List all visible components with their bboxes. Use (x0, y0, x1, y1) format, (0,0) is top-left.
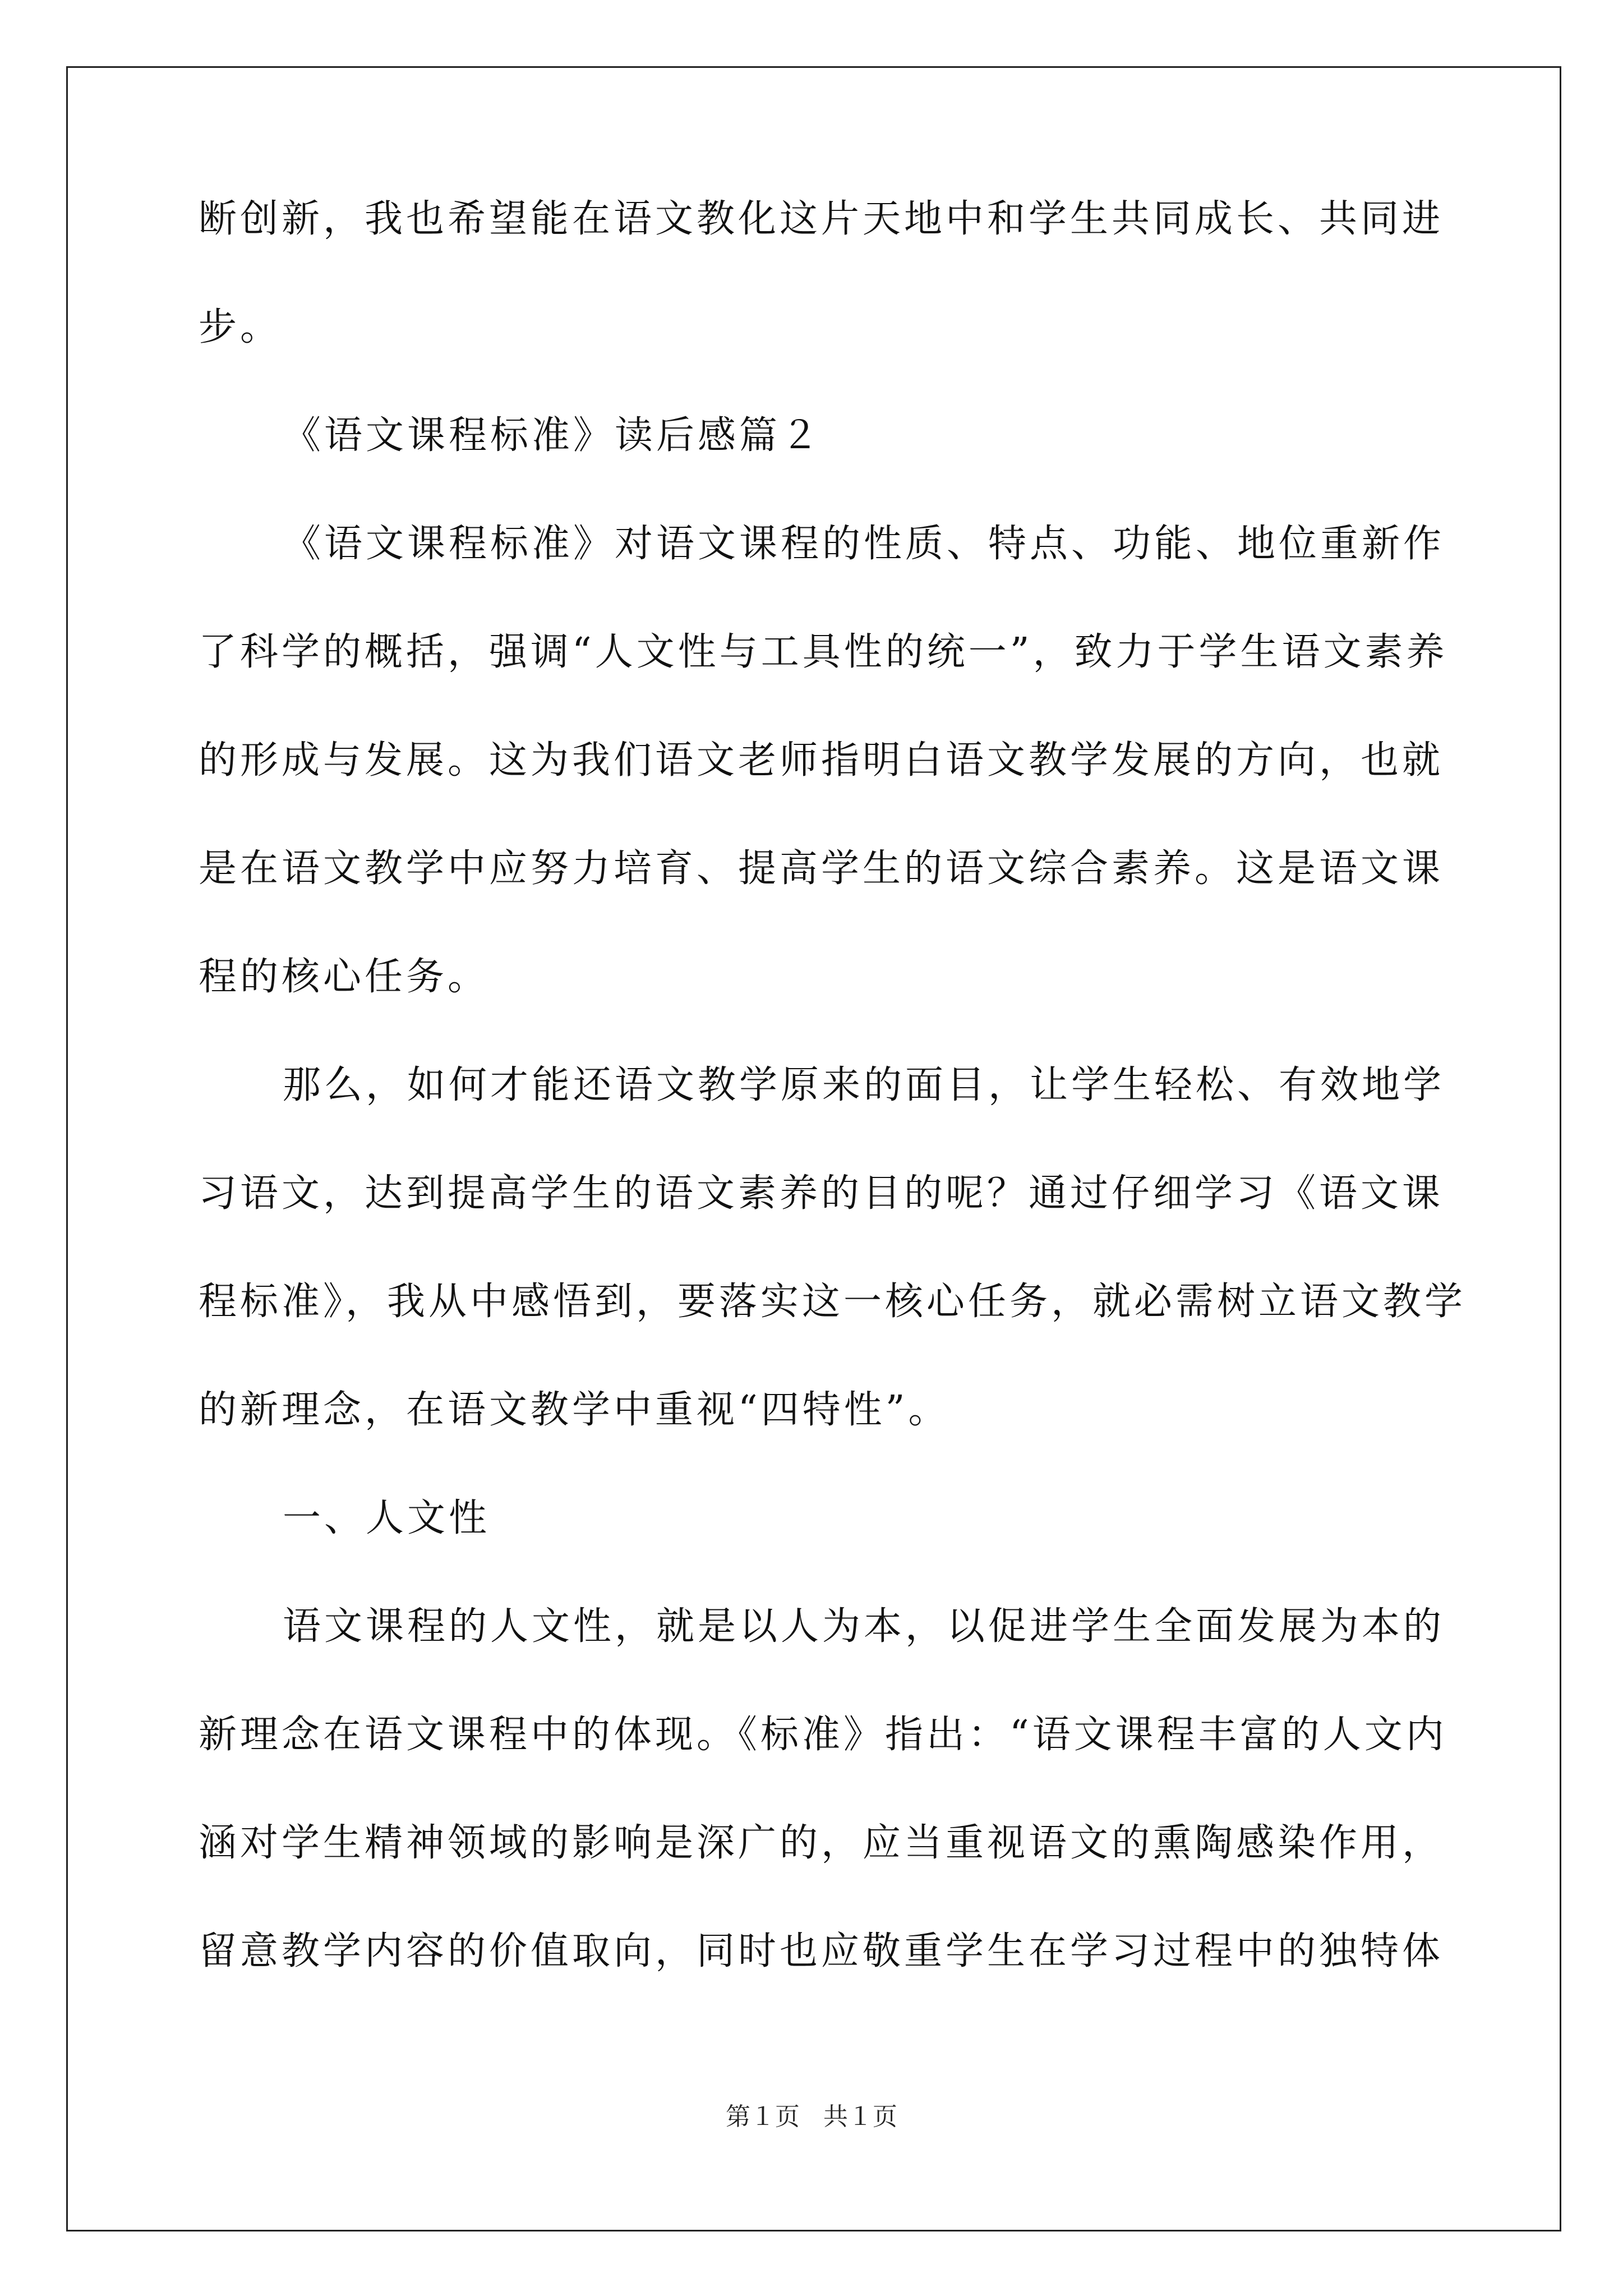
text-line: 程的核心任务。 (199, 955, 490, 999)
text-line: 步。 (199, 305, 282, 349)
text-line: 涵对学生精神领域的影响是深广的，应当重视语文的熏陶感染作用， (199, 1821, 1444, 1865)
document-body (199, 197, 1467, 2038)
text-line: 了科学的概括，强调“人文性与工具性的统一”，致力于学生语文素养 (199, 630, 1448, 674)
text-line: 断创新，我也希望能在语文教化这片天地中和学生共同成长、共同进 (199, 197, 1444, 241)
section-heading: 《语文课程标准》读后感篇２ (283, 413, 823, 458)
text-line: 那么，如何才能还语文教学原来的面目，让学生轻松、有效地学 (283, 1063, 1445, 1107)
text-line: 留意教学内容的价值取向，同时也应敬重学生在学习过程中的独特体 (199, 1929, 1444, 1973)
text-line: 《语文课程标准》对语文课程的性质、特点、功能、地位重新作 (283, 522, 1445, 566)
text-line: 新理念在语文课程中的体现。《标准》指出：“语文课程丰富的人文内 (199, 1713, 1447, 1757)
text-line: 程标准》，我从中感悟到，要落实这一核心任务，就必需树立语文教学 (199, 1280, 1467, 1324)
subsection-heading: 一、人文性 (283, 1496, 491, 1540)
text-line: 语文课程的人文性，就是以人为本，以促进学生全面发展为本的 (283, 1604, 1445, 1649)
page-number: 第１页 (726, 2102, 800, 2131)
page-footer (0, 2101, 1623, 2133)
text-line: 的形成与发展。这为我们语文老师指明白语文教学发展的方向，也就 (199, 738, 1444, 783)
text-line: 是在语文教学中应努力培育、提高学生的语文综合素养。这是语文课 (199, 846, 1444, 891)
text-line: 习语文，达到提高学生的语文素养的目的呢？通过仔细学习《语文课 (199, 1171, 1444, 1216)
text-line: 的新理念，在语文教学中重视“四特性”。 (199, 1388, 950, 1432)
page-total: 共１页 (823, 2102, 897, 2131)
